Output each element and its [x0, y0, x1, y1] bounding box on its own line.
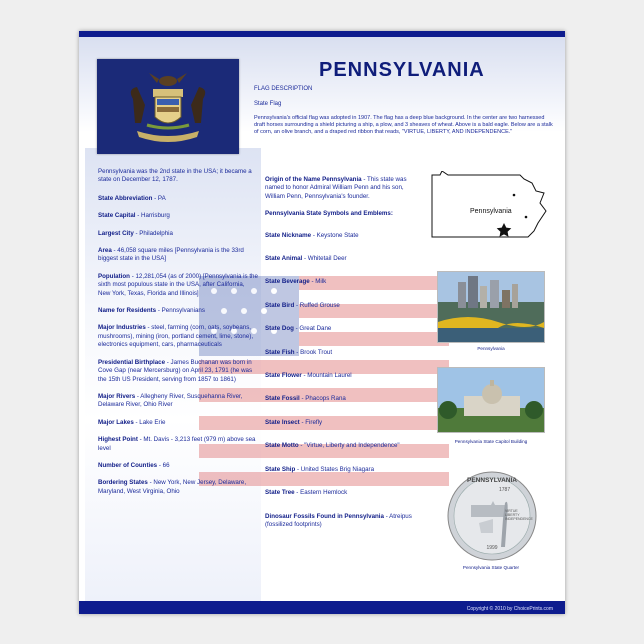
coat-of-arms-icon: [97, 59, 239, 154]
state-quarter: [447, 471, 537, 561]
fact-item: State Abbreviation - PA: [98, 194, 166, 202]
flag-description-text: Pennsylvania's official flag was adopted in 1907. The flag has a deep blue background. In the center are two harnessed draft horses surrounding a shield picturing a ship, a plow, and 3 sheaves of wheat. Above is a bald eagle. Below are a stalk of corn, an olive branch, and a draped red ribbon that reads, "VIRTUE, LIBERTY, AND INDEPENDENCE.": [254, 115, 553, 135]
symbol-item: Dinosaur Fossils Found in Pennsylvania - Atreipus (fossilized footprints): [265, 512, 412, 528]
symbol-item: State Ship - United States Brig Niagara: [265, 465, 375, 473]
pennsylvania-flag: [97, 59, 239, 154]
poster: [79, 31, 565, 614]
photo-caption: Pennsylvania: [477, 346, 505, 351]
quarter-top-text: PENNSYLVANIA: [467, 477, 517, 484]
middle-column: [265, 176, 425, 538]
fact-item: Major Rivers - Allegheny River, Susquehanna River, Delaware River, Ohio River: [98, 392, 243, 409]
symbol-item: State Dog - Great Dane: [265, 325, 332, 333]
origin-of-name: Origin of the Name Pennsylvania - This state was named to honor Admiral William Penn and his son, William Penn, Pennsylvania's founder.: [265, 176, 407, 200]
pennsylvania-map: [428, 171, 548, 241]
copyright-text: Copyright © 2010 by ChoicePrints.com: [466, 606, 553, 612]
state-flag-label: State Flag: [254, 101, 282, 107]
symbol-item: State Nickname - Keystone State: [265, 231, 359, 239]
pittsburgh-photo: [437, 271, 545, 343]
fact-item: Major Industries - steel, farming (corn, oats, soybeans, mushrooms), mining (iron, portland cement, lime, stone), electronics equipment, cars, pharmaceuticals: [98, 324, 254, 349]
fact-item: Bordering States - New York, New Jersey, Delaware, Maryland, West Virginia, Ohio: [98, 479, 247, 495]
fact-item: Largest City - Philadelphia: [98, 229, 173, 237]
page-title: PENNSYLVANIA: [319, 59, 485, 81]
fact-item: Highest Point - Mt. Davis - 3,213 feet (979 m) above sea level: [98, 436, 256, 452]
symbol-item: State Fish - Brook Trout: [265, 348, 333, 356]
symbol-item: State Tree - Eastern Hemlock: [265, 489, 348, 497]
quarter-year-top: 1787: [499, 487, 511, 493]
fact-item: Major Lakes - Lake Erie: [98, 418, 166, 426]
symbol-item: State Beverage - Milk: [265, 278, 327, 286]
symbol-item: State Motto - "Virtue, Liberty and Independence": [265, 442, 400, 450]
capitol-photo: [437, 367, 545, 433]
symbol-item: State Flower - Mountain Laurel: [265, 372, 352, 380]
symbol-item: State Bird - Ruffed Grouse: [265, 301, 340, 309]
fact-item: State Capital - Harrisburg: [98, 212, 170, 220]
symbol-item: State Insect - Firefly: [265, 418, 323, 426]
photo-caption: Pennsylvania State Capitol Building: [454, 439, 528, 444]
fact-item: Presidential Birthplace - James Buchanan was born in Cove Gap (near Mercersburg) on April 23, 1791 (he was the 15th US President, serving from 1857 to 1861): [98, 358, 253, 383]
photo-caption: Pennsylvania State Quarter: [462, 565, 520, 570]
fact-item: Number of Counties - 66: [98, 461, 170, 469]
symbol-item: State Animal - Whitetail Deer: [265, 255, 347, 263]
quarter-motto: VIRTUE LIBERTY INDEPENDENCE: [505, 509, 533, 521]
fact-item: Area - 46,058 square miles [Pennsylvania is the 33rd biggest state in the USA]: [98, 247, 244, 263]
symbols-heading: Pennsylvania State Symbols and Emblems:: [265, 210, 393, 218]
map-label: Pennsylvania: [470, 208, 512, 215]
left-column: [98, 168, 258, 505]
fact-item: Name for Residents - Pennsylvanians: [98, 307, 205, 315]
bottom-bar: [79, 601, 565, 614]
flag-description-heading: FLAG DESCRIPTION: [254, 86, 313, 92]
intro-text: Pennsylvania was the 2nd state in the USA; it became a state on December 12, 1787.: [98, 168, 252, 184]
symbol-item: State Fossil - Phacops Rana: [265, 395, 346, 403]
quarter-year-bottom: 1999: [486, 545, 498, 551]
fact-item: Population - 12,281,054 (as of 2000) [Pennsylvania is the sixth most populous state in the USA, after California, New York, Texas, Florida and Illinois]: [98, 272, 258, 297]
